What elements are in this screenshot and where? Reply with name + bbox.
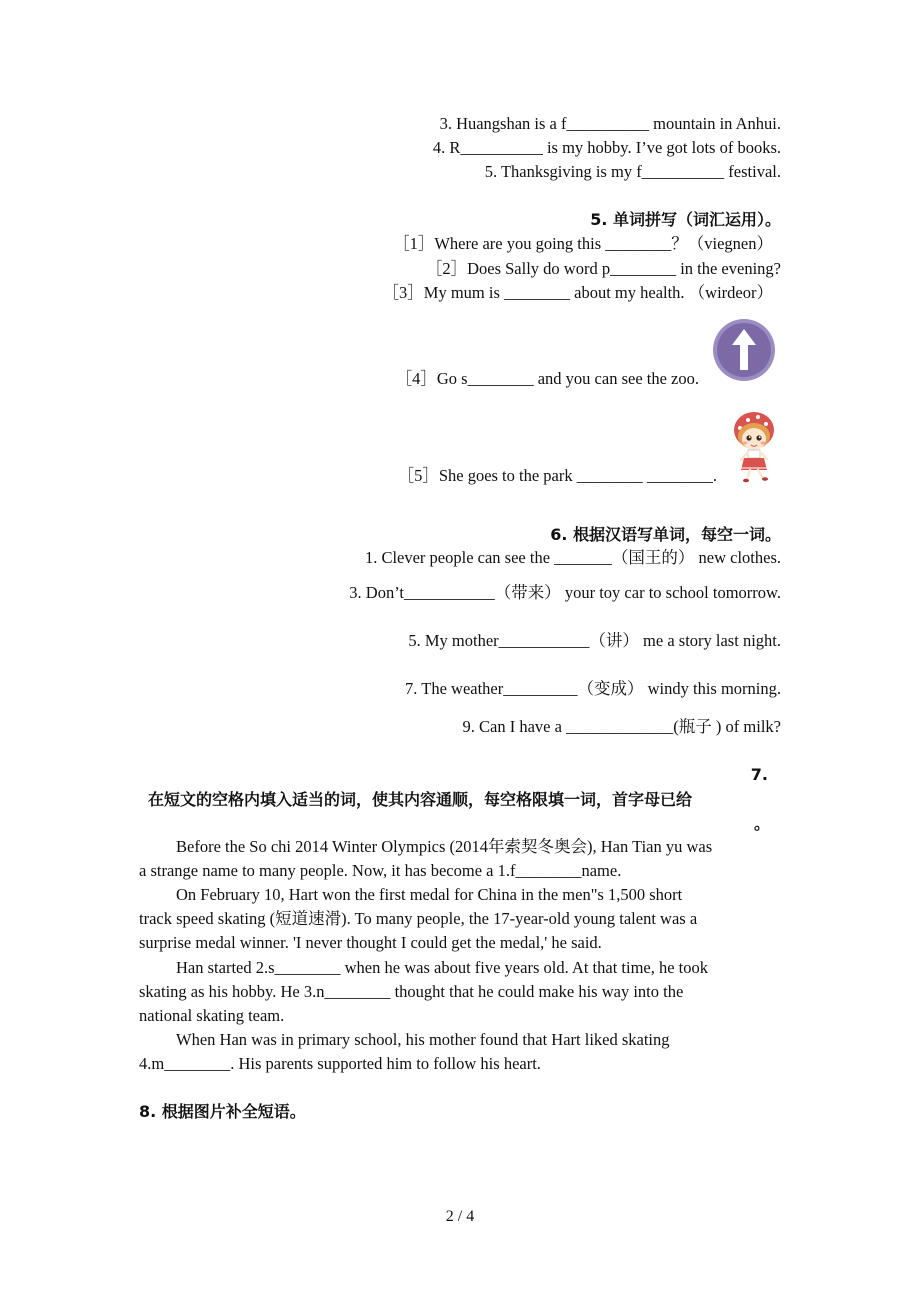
section-7-heading: 在短文的空格内填入适当的词，使其内容通顺，每空格限填一词，首字母已给 xyxy=(148,790,693,809)
page-number: 2 / 4 xyxy=(445,1208,475,1225)
passage-line-3: On February 10, Hart won the first medal for China in the men"s 1,500 short xyxy=(176,885,683,904)
spelling-item-3: ［3］My mum is ________ about my health. （wirdeor） xyxy=(382,283,773,302)
spelling-item-5: ［5］She goes to the park ________ ________. xyxy=(397,466,717,485)
section-7-number: 7. xyxy=(750,765,768,784)
passage-line-8: national skating team. xyxy=(139,1006,285,1025)
chinese-hint-item-5: 5. My mother___________（讲） me a story last night. xyxy=(408,631,781,650)
section-7-heading-end: 。 xyxy=(753,814,770,833)
passage-line-7: skating as his hobby. He 3.n________ thought that he could make his way into the xyxy=(139,982,684,1001)
chinese-hint-item-9: 9. Can I have a _____________(瓶子 ) of milk? xyxy=(462,717,781,736)
fill-blank-item-3: 3. Huangshan is a f__________ mountain in Anhui. xyxy=(439,114,781,133)
spelling-item-4: ［4］Go s________ and you can see the zoo. xyxy=(395,369,699,388)
fill-blank-item-5: 5. Thanksgiving is my f__________ festival. xyxy=(484,162,781,181)
passage-line-4: track speed skating (短道速滑). To many people, the 17-year-old young talent was a xyxy=(139,909,698,928)
passage-line-1: Before the So chi 2014 Winter Olympics (2014年索契冬奥会), Han Tian yu was xyxy=(176,837,713,856)
section-5-heading: 5. 单词拼写（词汇运用）。 xyxy=(590,210,781,229)
section-8-heading: 8. 根据图片补全短语。 xyxy=(139,1102,306,1121)
passage-line-2: a strange name to many people. Now, it has become a 1.f________name. xyxy=(139,861,622,880)
passage-line-10: 4.m________. His parents supported him to follow his heart. xyxy=(139,1054,541,1073)
chinese-hint-item-7: 7. The weather_________（变成） windy this morning. xyxy=(405,679,781,698)
section-6-heading: 6. 根据汉语写单词，每空一词。 xyxy=(550,525,781,544)
spelling-item-2: ［2］Does Sally do word p________ in the evening? xyxy=(425,259,781,278)
passage-line-9: When Han was in primary school, his mother found that Hart liked skating xyxy=(176,1030,670,1049)
passage-line-5: surprise medal winner. 'I never thought I could get the medal,' he said. xyxy=(139,933,602,952)
spelling-item-1: ［1］Where are you going this ________？（viegnen） xyxy=(393,234,773,253)
chinese-hint-item-3: 3. Don’t___________（带来） your toy car to school tomorrow. xyxy=(349,583,781,602)
up-arrow-sign-icon xyxy=(712,318,776,382)
fill-blank-item-4: 4. R__________ is my hobby. I’ve got lots of books. xyxy=(432,138,781,157)
passage-line-6: Han started 2.s________ when he was about five years old. At that time, he took xyxy=(176,958,709,977)
chinese-hint-item-1: 1. Clever people can see the _______（国王的） new clothes. xyxy=(364,548,781,567)
girl-walking-icon xyxy=(728,408,780,484)
